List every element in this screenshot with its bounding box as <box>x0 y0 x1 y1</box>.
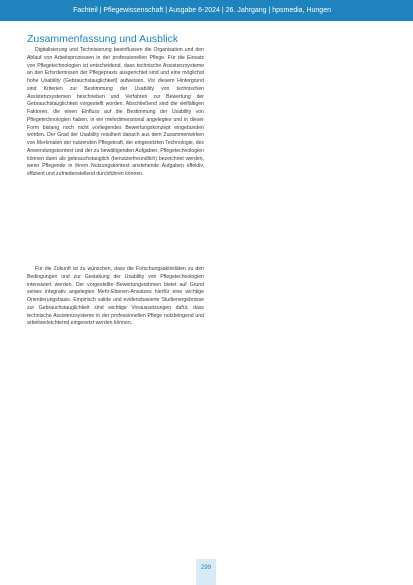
body-paragraph: Für die Zukunft ist zu wünschen, dass die Forschungsaktivitäten zu den Bedingungen und zur Gestaltung der Usability von Pflegetechnologien intensiviert werden. Der vorgestellte Bewertungsrahmen bietet auf Grund seines integrativ angelegten Mehr-Ebenen-Ansatzes hierfür eine wichtige Orientierungsbasis. Empirisch valide und evidenzbasierte Studienergebnisse zur Gebrauchstauglichkeit sind wichtige Voraussetzungen dafür, dass technische Assistenzsysteme in der professionellen Pflege nutzbringend und arbeitserleichternd eingesetzt werden können. <box>27 266 204 327</box>
section-title: Zusammenfassung und Ausblick <box>27 33 179 45</box>
page-number-tab <box>196 559 216 585</box>
header-bar <box>0 0 413 21</box>
body-column-paragraph-1 <box>27 47 204 179</box>
body-paragraph: Digitalisierung und Technisierung beeinflussen die Organisation und den Ablauf von Arbeitsprozessen in der professionellen Pflege. Für die Einsatz von Pflegetechnologien ist entscheidend, dass technische Assistenzsysteme an den Erfordernissen der Pflegepraxis ausgerichtet sind und eine möglichst hohe Usability (Gebrauchstauglichkeit) aufweisen. Vor diesem Hintergrund sind Kriterien zur Bestimmung der Usability von technischen Assistenzsystemen beschrieben und Verfahren zur Bewertung der Gebrauchstauglichkeit vorgestellt worden. Abschließend sind die vielfältigen Faktoren, die einen Einfluss auf die Bestimmung der Usability von Pflegetechnologien haben, in ein mehrdimensional angelegtes und in dieser Form bislang noch nicht vorliegendes Bewertungskonzept eingebunden worden. Der Grad der Usability resultiert danach aus dem Zusammenwirken von Merkmalen der nutzenden Pflegekraft, der eingesetzten Technologie, des Anwendungskontext und der zu bewältigenden Aufgaben. Pflegetechnologien können dann als gebrauchstauglich (benutzerfreundlich) bezeichnet werden, wenn Pflegende in ihrem Nutzungskontext anstehende Aufgaben effektiv, effizient und zufriedenstellend durchführen können. <box>27 47 204 177</box>
running-head: Fachteil | Pflegewissenschaft | Ausgabe 6-2024 | 26. Jahrgang | hpsmedia, Hungen <box>73 7 331 14</box>
page-number: 299 <box>200 565 211 571</box>
body-column-paragraph-2 <box>27 266 204 328</box>
